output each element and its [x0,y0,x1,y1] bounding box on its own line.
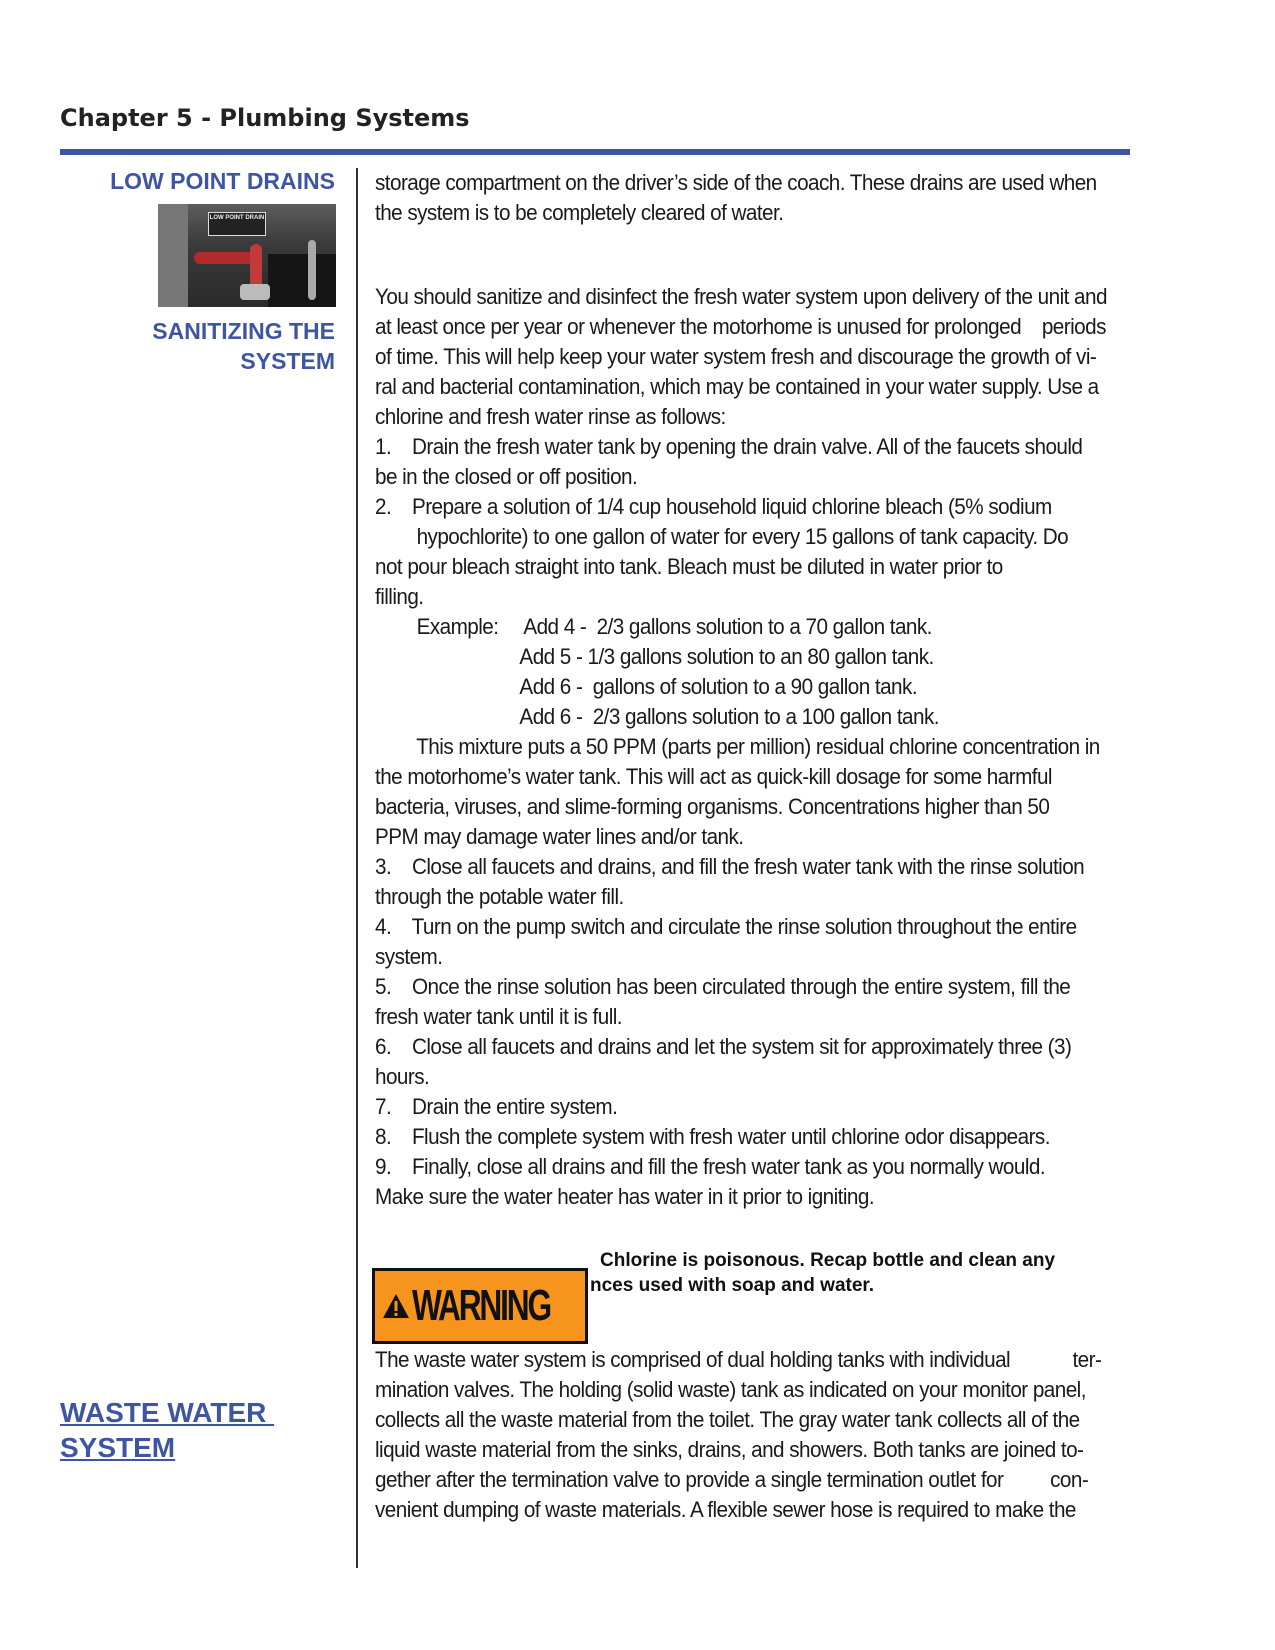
text-line: The waste water system is comprised of dual holding tanks with individual ter- [375,1347,1102,1372]
text-line: 9. Finally, close all drains and fill the fresh water tank as you normally would. [375,1154,1046,1179]
text-line: 2. Prepare a solution of 1/4 cup household liquid chlorine bleach (5% sodium [375,494,1052,519]
text-line: fresh water tank until it is full. [375,1004,622,1029]
text-line: Make sure the water heater has water in it prior to igniting. [375,1184,875,1209]
text-line: PPM may damage water lines and/or tank. [375,824,744,849]
text-line: 5. Once the rinse solution has been circulated through the entire system, fill the [375,974,1071,999]
text-line: not pour bleach straight into tank. Bleach must be diluted in water prior to [375,554,1003,579]
text-line: liquid waste material from the sinks, drains, and showers. Both tanks are joined to- [375,1437,1084,1462]
text-line: mination valves. The holding (solid waste) tank as indicated on your monitor panel, [375,1377,1086,1402]
text-line: filling. [375,584,424,609]
text-line: Add 6 - 2/3 gallons solution to a 100 gallon tank. [375,704,939,729]
text-line: 1. Drain the fresh water tank by opening the drain valve. All of the faucets should [375,434,1083,459]
text-line: 8. Flush the complete system with fresh water until chlorine odor disappears. [375,1124,1050,1149]
text-line: 4. Turn on the pump switch and circulate the rinse solution throughout the entire [375,914,1077,939]
heading-sanitizing-line2: SYSTEM [240,348,335,374]
chapter-title: Chapter 5 - Plumbing Systems [60,104,470,132]
text-line: the motorhome’s water tank. This will act as quick-kill dosage for some harmful [375,764,1052,789]
text-line: storage compartment on the driver’s side of the coach. These drains are used when [375,170,1097,195]
text-line: collects all the waste material from the toilet. The gray water tank collects all of the [375,1407,1080,1432]
warning-label: WARNING [412,1281,550,1330]
text-line: This mixture puts a 50 PPM (parts per million) residual chlorine concentration in [375,734,1100,759]
text-line: 3. Close all faucets and drains, and fill the fresh water tank with the rinse solution [375,854,1085,879]
warning-text-line1: Chlorine is poisonous. Recap bottle and clean any [600,1250,1056,1271]
text-line: the system is to be completely cleared of water. [375,200,784,225]
heading-sanitizing [152,316,335,376]
warning-sign [372,1268,588,1344]
text-line: be in the closed or off position. [375,464,638,489]
text-line: through the potable water fill. [375,884,624,909]
heading-waste-line1[interactable]: WASTE WATER [60,1397,275,1428]
text-line: hours. [375,1064,430,1089]
text-line: ral and bacterial contamination, which may be contained in your water supply. Use a [375,374,1099,399]
text-line: You should sanitize and disinfect the fresh water system upon delivery of the unit and [375,284,1107,309]
low-point-drain-photo [158,204,336,307]
text-line: bacteria, viruses, and slime-forming organisms. Concentrations higher than 50 [375,794,1050,819]
text-line: Add 5 - 1/3 gallons solution to an 80 gallon tank. [375,644,934,669]
intro-paragraph [375,168,1097,228]
text-line: 6. Close all faucets and drains and let the system sit for approximately three (3) [375,1034,1072,1059]
text-line: gether after the termination valve to provide a single termination outlet for con- [375,1467,1089,1492]
waste-water-paragraph [375,1345,1102,1525]
heading-low-point-drains: LOW POINT DRAINS [110,168,335,194]
warning-triangle-icon [382,1293,410,1319]
text-line: hypochlorite) to one gallon of water for every 15 gallons of tank capacity. Do [375,524,1069,549]
text-line: Add 6 - gallons of solution to a 90 gallon tank. [375,674,918,699]
text-line: at least once per year or whenever the motorhome is unused for prolonged periods [375,314,1106,339]
header-rule [60,149,1130,155]
text-line: system. [375,944,443,969]
text-line: Example: Add 4 - 2/3 gallons solution to a 70 gallon tank. [375,614,932,639]
heading-waste-water-system[interactable] [60,1395,320,1465]
heading-sanitizing-line1: SANITIZING THE [152,318,335,344]
column-divider [356,168,358,1568]
heading-waste-line2[interactable]: SYSTEM [60,1432,176,1463]
text-line: venient dumping of waste materials. A flexible sewer hose is required to make the [375,1497,1076,1522]
photo-plate-label: LOW POINT DRAIN [208,212,266,236]
warning-text-line2: nces used with soap and water. [590,1275,875,1296]
text-line: of time. This will help keep your water system fresh and discourage the growth of vi- [375,344,1097,369]
text-line: chlorine and fresh water rinse as follows: [375,404,726,429]
text-line: 7. Drain the entire system. [375,1094,618,1119]
sanitize-section [375,282,1107,1212]
